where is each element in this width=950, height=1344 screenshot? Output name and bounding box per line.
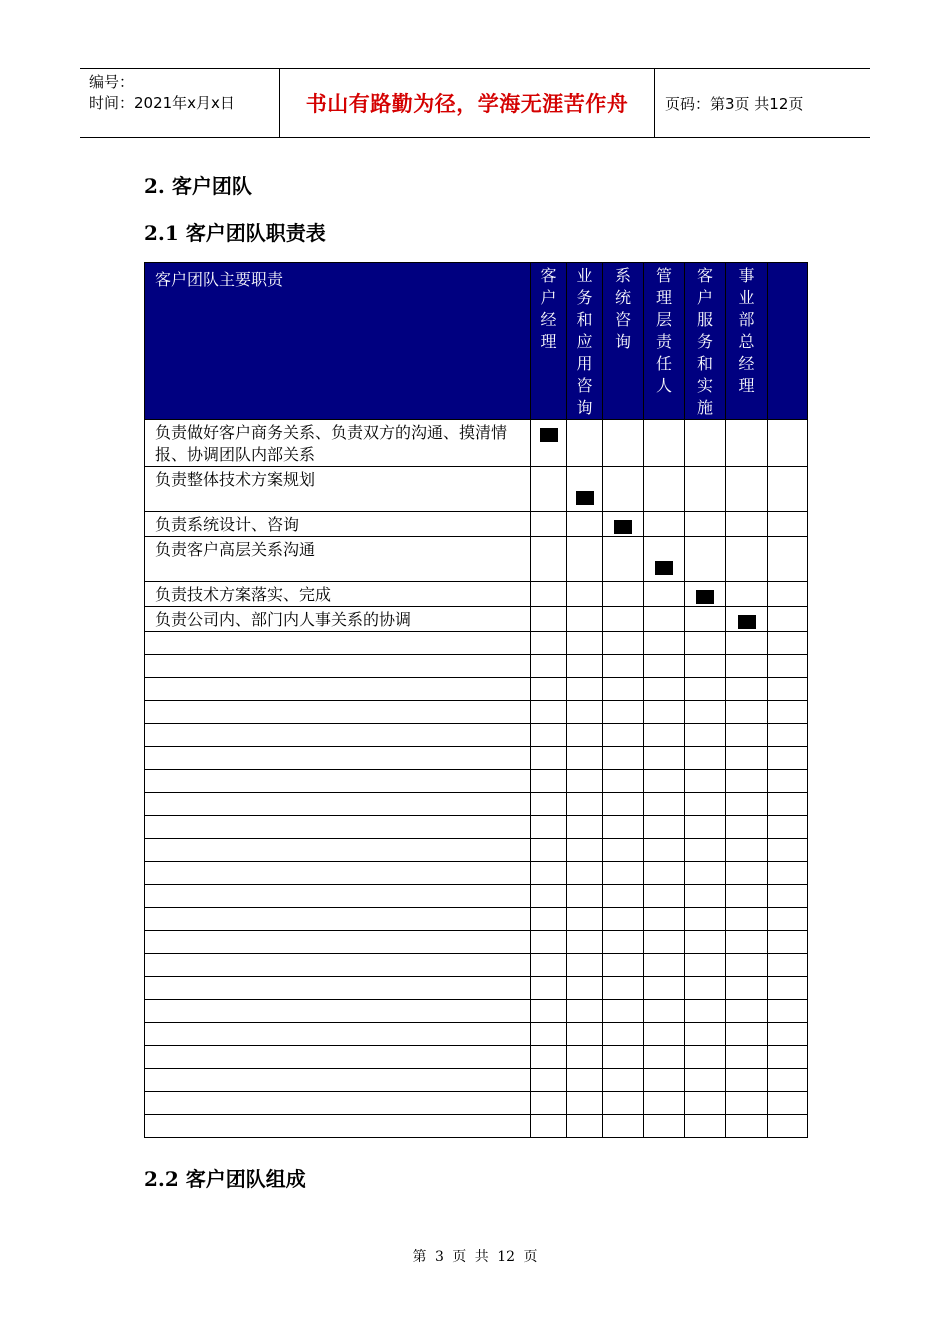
- mark-cell: [644, 537, 685, 582]
- mark-cell: [768, 607, 808, 632]
- mark-cell: [768, 582, 808, 607]
- empty-cell: [603, 908, 644, 931]
- empty-row: [145, 1115, 808, 1138]
- empty-cell: [726, 931, 768, 954]
- empty-cell: [644, 954, 685, 977]
- empty-cell: [567, 655, 603, 678]
- empty-cell: [145, 793, 531, 816]
- empty-cell: [726, 1092, 768, 1115]
- mark-cell: [603, 420, 644, 467]
- time-label: 时间：2021年x月x日: [89, 94, 235, 112]
- empty-row: [145, 632, 808, 655]
- empty-cell: [685, 1023, 726, 1046]
- filled-square-icon: [576, 491, 594, 505]
- empty-cell: [685, 793, 726, 816]
- empty-cell: [567, 1023, 603, 1046]
- header-page-label: 页码：第3页 共12页: [665, 94, 804, 113]
- empty-cell: [145, 816, 531, 839]
- empty-cell: [644, 1000, 685, 1023]
- empty-cell: [685, 839, 726, 862]
- empty-cell: [726, 1069, 768, 1092]
- mark-cell: [603, 512, 644, 537]
- empty-row: [145, 1000, 808, 1023]
- empty-cell: [768, 977, 808, 1000]
- task-cell: 负责技术方案落实、完成: [145, 582, 531, 607]
- page-header: [80, 68, 870, 138]
- empty-cell: [685, 1069, 726, 1092]
- table-row: [145, 512, 808, 537]
- empty-cell: [145, 770, 531, 793]
- empty-cell: [531, 724, 567, 747]
- empty-cell: [531, 839, 567, 862]
- empty-cell: [726, 1115, 768, 1138]
- empty-cell: [685, 1000, 726, 1023]
- empty-cell: [603, 747, 644, 770]
- empty-cell: [531, 1115, 567, 1138]
- header-role-4: 客 户 服 务 和 实 施: [685, 263, 726, 420]
- mark-cell: [768, 512, 808, 537]
- empty-cell: [644, 1092, 685, 1115]
- empty-cell: [644, 1046, 685, 1069]
- empty-cell: [567, 1069, 603, 1092]
- table-header-row: [145, 263, 808, 420]
- empty-row: [145, 701, 808, 724]
- empty-cell: [685, 1092, 726, 1115]
- empty-cell: [685, 1115, 726, 1138]
- mark-cell: [644, 582, 685, 607]
- empty-cell: [531, 747, 567, 770]
- empty-cell: [726, 724, 768, 747]
- empty-cell: [768, 793, 808, 816]
- empty-cell: [603, 839, 644, 862]
- empty-cell: [531, 678, 567, 701]
- filled-square-icon: [540, 428, 558, 442]
- empty-cell: [145, 977, 531, 1000]
- empty-cell: [726, 632, 768, 655]
- empty-cell: [145, 885, 531, 908]
- empty-cell: [603, 770, 644, 793]
- empty-cell: [603, 1046, 644, 1069]
- task-cell: 负责客户高层关系沟通: [145, 537, 531, 582]
- empty-cell: [726, 839, 768, 862]
- empty-cell: [145, 1023, 531, 1046]
- mark-cell: [768, 537, 808, 582]
- page-footer: 第 3 页 共 12 页: [412, 1249, 538, 1265]
- empty-row: [145, 678, 808, 701]
- mark-cell: [567, 467, 603, 512]
- empty-cell: [531, 816, 567, 839]
- empty-cell: [726, 862, 768, 885]
- mark-cell: [531, 467, 567, 512]
- empty-cell: [726, 954, 768, 977]
- empty-cell: [768, 655, 808, 678]
- mark-cell: [644, 420, 685, 467]
- task-cell: 负责公司内、部门内人事关系的协调: [145, 607, 531, 632]
- empty-cell: [531, 1023, 567, 1046]
- empty-cell: [603, 931, 644, 954]
- empty-cell: [768, 816, 808, 839]
- empty-cell: [567, 885, 603, 908]
- empty-cell: [685, 724, 726, 747]
- empty-cell: [531, 701, 567, 724]
- header-role-2: 系 统 咨 询: [603, 263, 644, 420]
- mark-cell: [567, 420, 603, 467]
- empty-cell: [145, 1115, 531, 1138]
- mark-cell: [726, 512, 768, 537]
- empty-row: [145, 954, 808, 977]
- header-main-duties: 客户团队主要职责: [145, 263, 531, 420]
- empty-cell: [685, 977, 726, 1000]
- empty-cell: [531, 632, 567, 655]
- empty-cell: [531, 954, 567, 977]
- task-cell: 负责系统设计、咨询: [145, 512, 531, 537]
- empty-cell: [603, 1115, 644, 1138]
- mark-cell: [685, 420, 726, 467]
- mark-cell: [768, 467, 808, 512]
- empty-cell: [685, 701, 726, 724]
- empty-cell: [603, 1000, 644, 1023]
- empty-cell: [567, 977, 603, 1000]
- header-role-1: 业 务 和 应 用 咨 询: [567, 263, 603, 420]
- empty-cell: [644, 1115, 685, 1138]
- empty-cell: [644, 724, 685, 747]
- empty-row: [145, 908, 808, 931]
- empty-row: [145, 1069, 808, 1092]
- empty-cell: [768, 885, 808, 908]
- empty-cell: [726, 678, 768, 701]
- empty-cell: [145, 1046, 531, 1069]
- mark-cell: [685, 607, 726, 632]
- empty-cell: [726, 1023, 768, 1046]
- table-row: [145, 537, 808, 582]
- empty-row: [145, 1046, 808, 1069]
- mark-cell: [567, 582, 603, 607]
- empty-cell: [531, 1000, 567, 1023]
- empty-cell: [531, 1069, 567, 1092]
- empty-cell: [768, 839, 808, 862]
- empty-row: [145, 816, 808, 839]
- empty-cell: [145, 747, 531, 770]
- empty-cell: [644, 839, 685, 862]
- empty-cell: [603, 862, 644, 885]
- mark-cell: [603, 607, 644, 632]
- empty-cell: [567, 1000, 603, 1023]
- empty-cell: [567, 724, 603, 747]
- empty-cell: [145, 931, 531, 954]
- empty-cell: [531, 655, 567, 678]
- empty-cell: [567, 747, 603, 770]
- empty-cell: [726, 816, 768, 839]
- empty-cell: [567, 770, 603, 793]
- empty-cell: [531, 1092, 567, 1115]
- empty-cell: [603, 885, 644, 908]
- empty-cell: [603, 678, 644, 701]
- empty-row: [145, 747, 808, 770]
- empty-row: [145, 1092, 808, 1115]
- mark-cell: [644, 607, 685, 632]
- table-row: [145, 582, 808, 607]
- empty-cell: [768, 747, 808, 770]
- empty-cell: [644, 1069, 685, 1092]
- empty-cell: [726, 1046, 768, 1069]
- empty-cell: [531, 908, 567, 931]
- empty-cell: [644, 862, 685, 885]
- empty-cell: [567, 862, 603, 885]
- empty-cell: [603, 816, 644, 839]
- empty-cell: [531, 977, 567, 1000]
- empty-cell: [531, 885, 567, 908]
- filled-square-icon: [655, 561, 673, 575]
- empty-cell: [685, 1046, 726, 1069]
- empty-cell: [567, 908, 603, 931]
- empty-row: [145, 770, 808, 793]
- section-title: 2. 客户团队: [144, 174, 252, 198]
- empty-cell: [685, 770, 726, 793]
- empty-row: [145, 655, 808, 678]
- empty-cell: [145, 655, 531, 678]
- empty-cell: [768, 1023, 808, 1046]
- empty-cell: [531, 1046, 567, 1069]
- empty-cell: [685, 816, 726, 839]
- mark-cell: [603, 582, 644, 607]
- empty-cell: [685, 931, 726, 954]
- empty-cell: [685, 678, 726, 701]
- task-cell: 负责做好客户商务关系、负责双方的沟通、摸清情报、协调团队内部关系: [145, 420, 531, 467]
- mark-cell: [726, 420, 768, 467]
- mark-cell: [644, 512, 685, 537]
- empty-cell: [603, 954, 644, 977]
- empty-row: [145, 885, 808, 908]
- next-section-title: 2.2 客户团队组成: [144, 1167, 306, 1191]
- empty-row: [145, 1023, 808, 1046]
- empty-cell: [145, 862, 531, 885]
- empty-row: [145, 724, 808, 747]
- header-role-3: 管 理 层 责 任 人: [644, 263, 685, 420]
- empty-cell: [768, 931, 808, 954]
- empty-cell: [567, 632, 603, 655]
- empty-cell: [768, 632, 808, 655]
- empty-cell: [768, 908, 808, 931]
- empty-row: [145, 793, 808, 816]
- empty-cell: [531, 793, 567, 816]
- empty-row: [145, 862, 808, 885]
- header-motto: 书山有路勤为径，学海无涯苦作舟: [280, 69, 655, 137]
- empty-cell: [685, 908, 726, 931]
- empty-cell: [145, 908, 531, 931]
- empty-cell: [768, 1000, 808, 1023]
- empty-cell: [644, 701, 685, 724]
- empty-cell: [567, 816, 603, 839]
- empty-cell: [603, 724, 644, 747]
- empty-cell: [726, 747, 768, 770]
- task-cell: 负责整体技术方案规划: [145, 467, 531, 512]
- empty-row: [145, 839, 808, 862]
- empty-cell: [685, 885, 726, 908]
- mark-cell: [531, 607, 567, 632]
- empty-cell: [768, 954, 808, 977]
- mark-cell: [531, 420, 567, 467]
- mark-cell: [567, 537, 603, 582]
- empty-cell: [768, 1069, 808, 1092]
- empty-cell: [603, 701, 644, 724]
- empty-cell: [531, 862, 567, 885]
- responsibility-table: [144, 262, 808, 1138]
- table-row: [145, 607, 808, 632]
- empty-cell: [145, 1000, 531, 1023]
- filled-square-icon: [696, 590, 714, 604]
- empty-row: [145, 977, 808, 1000]
- filled-square-icon: [614, 520, 632, 534]
- empty-cell: [726, 977, 768, 1000]
- header-role-0: 客 户 经 理: [531, 263, 567, 420]
- mark-cell: [531, 582, 567, 607]
- header-role-6: [768, 263, 808, 420]
- empty-cell: [768, 1092, 808, 1115]
- empty-cell: [685, 747, 726, 770]
- empty-cell: [145, 678, 531, 701]
- empty-cell: [145, 724, 531, 747]
- empty-cell: [603, 1092, 644, 1115]
- empty-cell: [685, 862, 726, 885]
- empty-cell: [603, 793, 644, 816]
- empty-row: [145, 931, 808, 954]
- mark-cell: [726, 582, 768, 607]
- empty-cell: [768, 678, 808, 701]
- empty-cell: [145, 632, 531, 655]
- empty-cell: [603, 1069, 644, 1092]
- mark-cell: [768, 420, 808, 467]
- empty-cell: [726, 701, 768, 724]
- empty-cell: [726, 655, 768, 678]
- empty-cell: [644, 678, 685, 701]
- empty-cell: [531, 770, 567, 793]
- mark-cell: [603, 537, 644, 582]
- empty-cell: [644, 908, 685, 931]
- empty-cell: [567, 1092, 603, 1115]
- empty-cell: [644, 977, 685, 1000]
- empty-cell: [768, 724, 808, 747]
- mark-cell: [567, 512, 603, 537]
- empty-cell: [768, 701, 808, 724]
- mark-cell: [685, 582, 726, 607]
- empty-cell: [644, 793, 685, 816]
- empty-cell: [644, 747, 685, 770]
- header-meta: [80, 69, 280, 137]
- empty-cell: [603, 632, 644, 655]
- empty-cell: [145, 839, 531, 862]
- empty-cell: [603, 655, 644, 678]
- empty-cell: [768, 862, 808, 885]
- mark-cell: [603, 467, 644, 512]
- empty-cell: [726, 1000, 768, 1023]
- empty-cell: [567, 954, 603, 977]
- empty-cell: [603, 1023, 644, 1046]
- empty-cell: [644, 1023, 685, 1046]
- empty-cell: [768, 1046, 808, 1069]
- table-row: [145, 467, 808, 512]
- empty-cell: [145, 954, 531, 977]
- empty-cell: [685, 655, 726, 678]
- empty-cell: [567, 701, 603, 724]
- empty-cell: [567, 931, 603, 954]
- empty-cell: [567, 1046, 603, 1069]
- empty-cell: [726, 885, 768, 908]
- mark-cell: [531, 537, 567, 582]
- empty-cell: [567, 678, 603, 701]
- table-section-title: 2.1 客户团队职责表: [144, 221, 326, 245]
- empty-cell: [567, 1115, 603, 1138]
- empty-cell: [145, 1092, 531, 1115]
- mark-cell: [531, 512, 567, 537]
- empty-cell: [726, 770, 768, 793]
- empty-cell: [644, 816, 685, 839]
- mark-cell: [726, 467, 768, 512]
- number-label: 编号：: [89, 73, 135, 91]
- empty-cell: [644, 885, 685, 908]
- empty-cell: [768, 770, 808, 793]
- empty-cell: [644, 655, 685, 678]
- empty-cell: [726, 793, 768, 816]
- table-row: [145, 420, 808, 467]
- empty-cell: [685, 954, 726, 977]
- mark-cell: [685, 467, 726, 512]
- mark-cell: [726, 607, 768, 632]
- mark-cell: [726, 537, 768, 582]
- empty-cell: [567, 839, 603, 862]
- filled-square-icon: [738, 615, 756, 629]
- empty-cell: [768, 1115, 808, 1138]
- empty-cell: [644, 931, 685, 954]
- empty-cell: [644, 770, 685, 793]
- header-role-5: 事 业 部 总 经 理: [726, 263, 768, 420]
- empty-cell: [603, 977, 644, 1000]
- empty-cell: [726, 908, 768, 931]
- mark-cell: [567, 607, 603, 632]
- mark-cell: [685, 537, 726, 582]
- empty-cell: [531, 931, 567, 954]
- mark-cell: [685, 512, 726, 537]
- empty-cell: [685, 632, 726, 655]
- empty-cell: [644, 632, 685, 655]
- empty-cell: [145, 1069, 531, 1092]
- mark-cell: [644, 467, 685, 512]
- empty-cell: [567, 793, 603, 816]
- empty-cell: [145, 701, 531, 724]
